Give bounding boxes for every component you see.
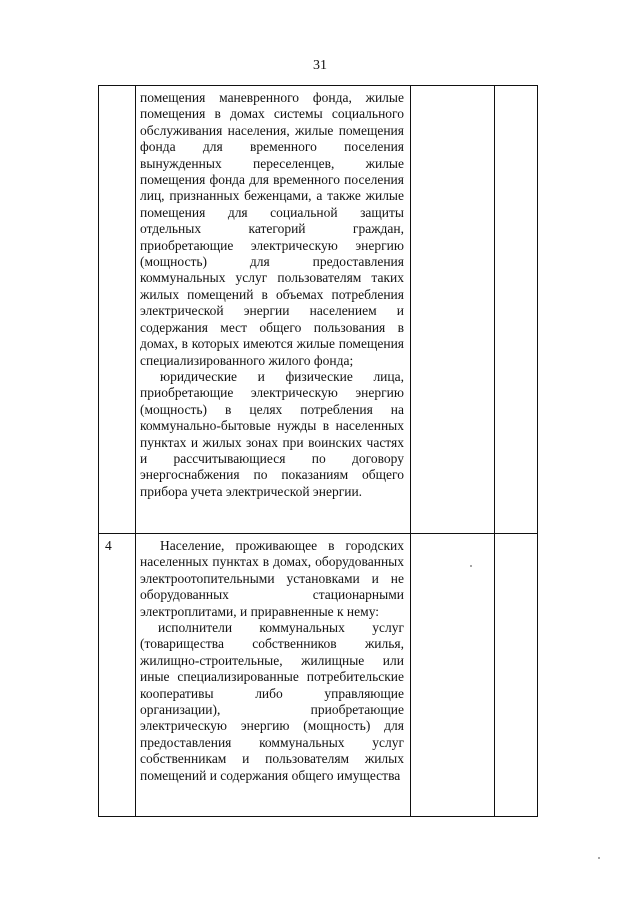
tariff-table — [98, 85, 538, 817]
table-paragraph: помещения маневренного фонда, жилые помещения в домах системы социального обслуживания населения, жилые помещения фонда для временного поселения вынужденных переселенцев, жилые помещения фонда для временного поселения лиц, признанных беженцами, а также жилые помещения для социальной защиты отдельных категорий граждан, приобретающие электрическую энергию (мощность) для предоставления коммунальных услуг пользователям таких жилых помещений в объемах потребления электрической энергии населением и содержания мест общего пользования в домах, в которых имеются жилые помещения специализированного жилого фонда; — [140, 90, 404, 368]
scan-speck — [598, 857, 600, 859]
page-number: 31 — [313, 58, 327, 73]
column-divider — [410, 86, 411, 816]
column-divider — [494, 86, 495, 816]
table-paragraph: исполнители коммунальных услуг (товарищества собственников жилья, жилищно-строительные, жилищные или иные специализированные потребительские кооперативы либо управляющие организации), приобретающие электрическую энергию (мощность) для предоставления коммунальных услуг собственникам и пользователям жилых помещений и содержания общего имущества — [140, 620, 404, 783]
table-row-text — [140, 90, 404, 500]
table-paragraph: юридические и физические лица, приобретающие электрическую энергию (мощность) в целях потребления на коммунально-бытовые нужды в населенных пунктах и жилых зонах при воинских частях и рассчитывающиеся по договору энергоснабжения по показаниям общего прибора учета электрической энергии. — [140, 368, 404, 499]
row-divider — [99, 533, 537, 534]
table-row-text — [140, 538, 404, 784]
table-paragraph: Население, проживающее в городских населенных пунктах в домах, оборудованных электроотопительными установками и не оборудованных стационарными электроплитами, и приравненные к нему: — [140, 538, 404, 619]
scan-speck — [470, 565, 472, 567]
column-divider — [135, 86, 136, 816]
row-number: 4 — [105, 538, 112, 553]
